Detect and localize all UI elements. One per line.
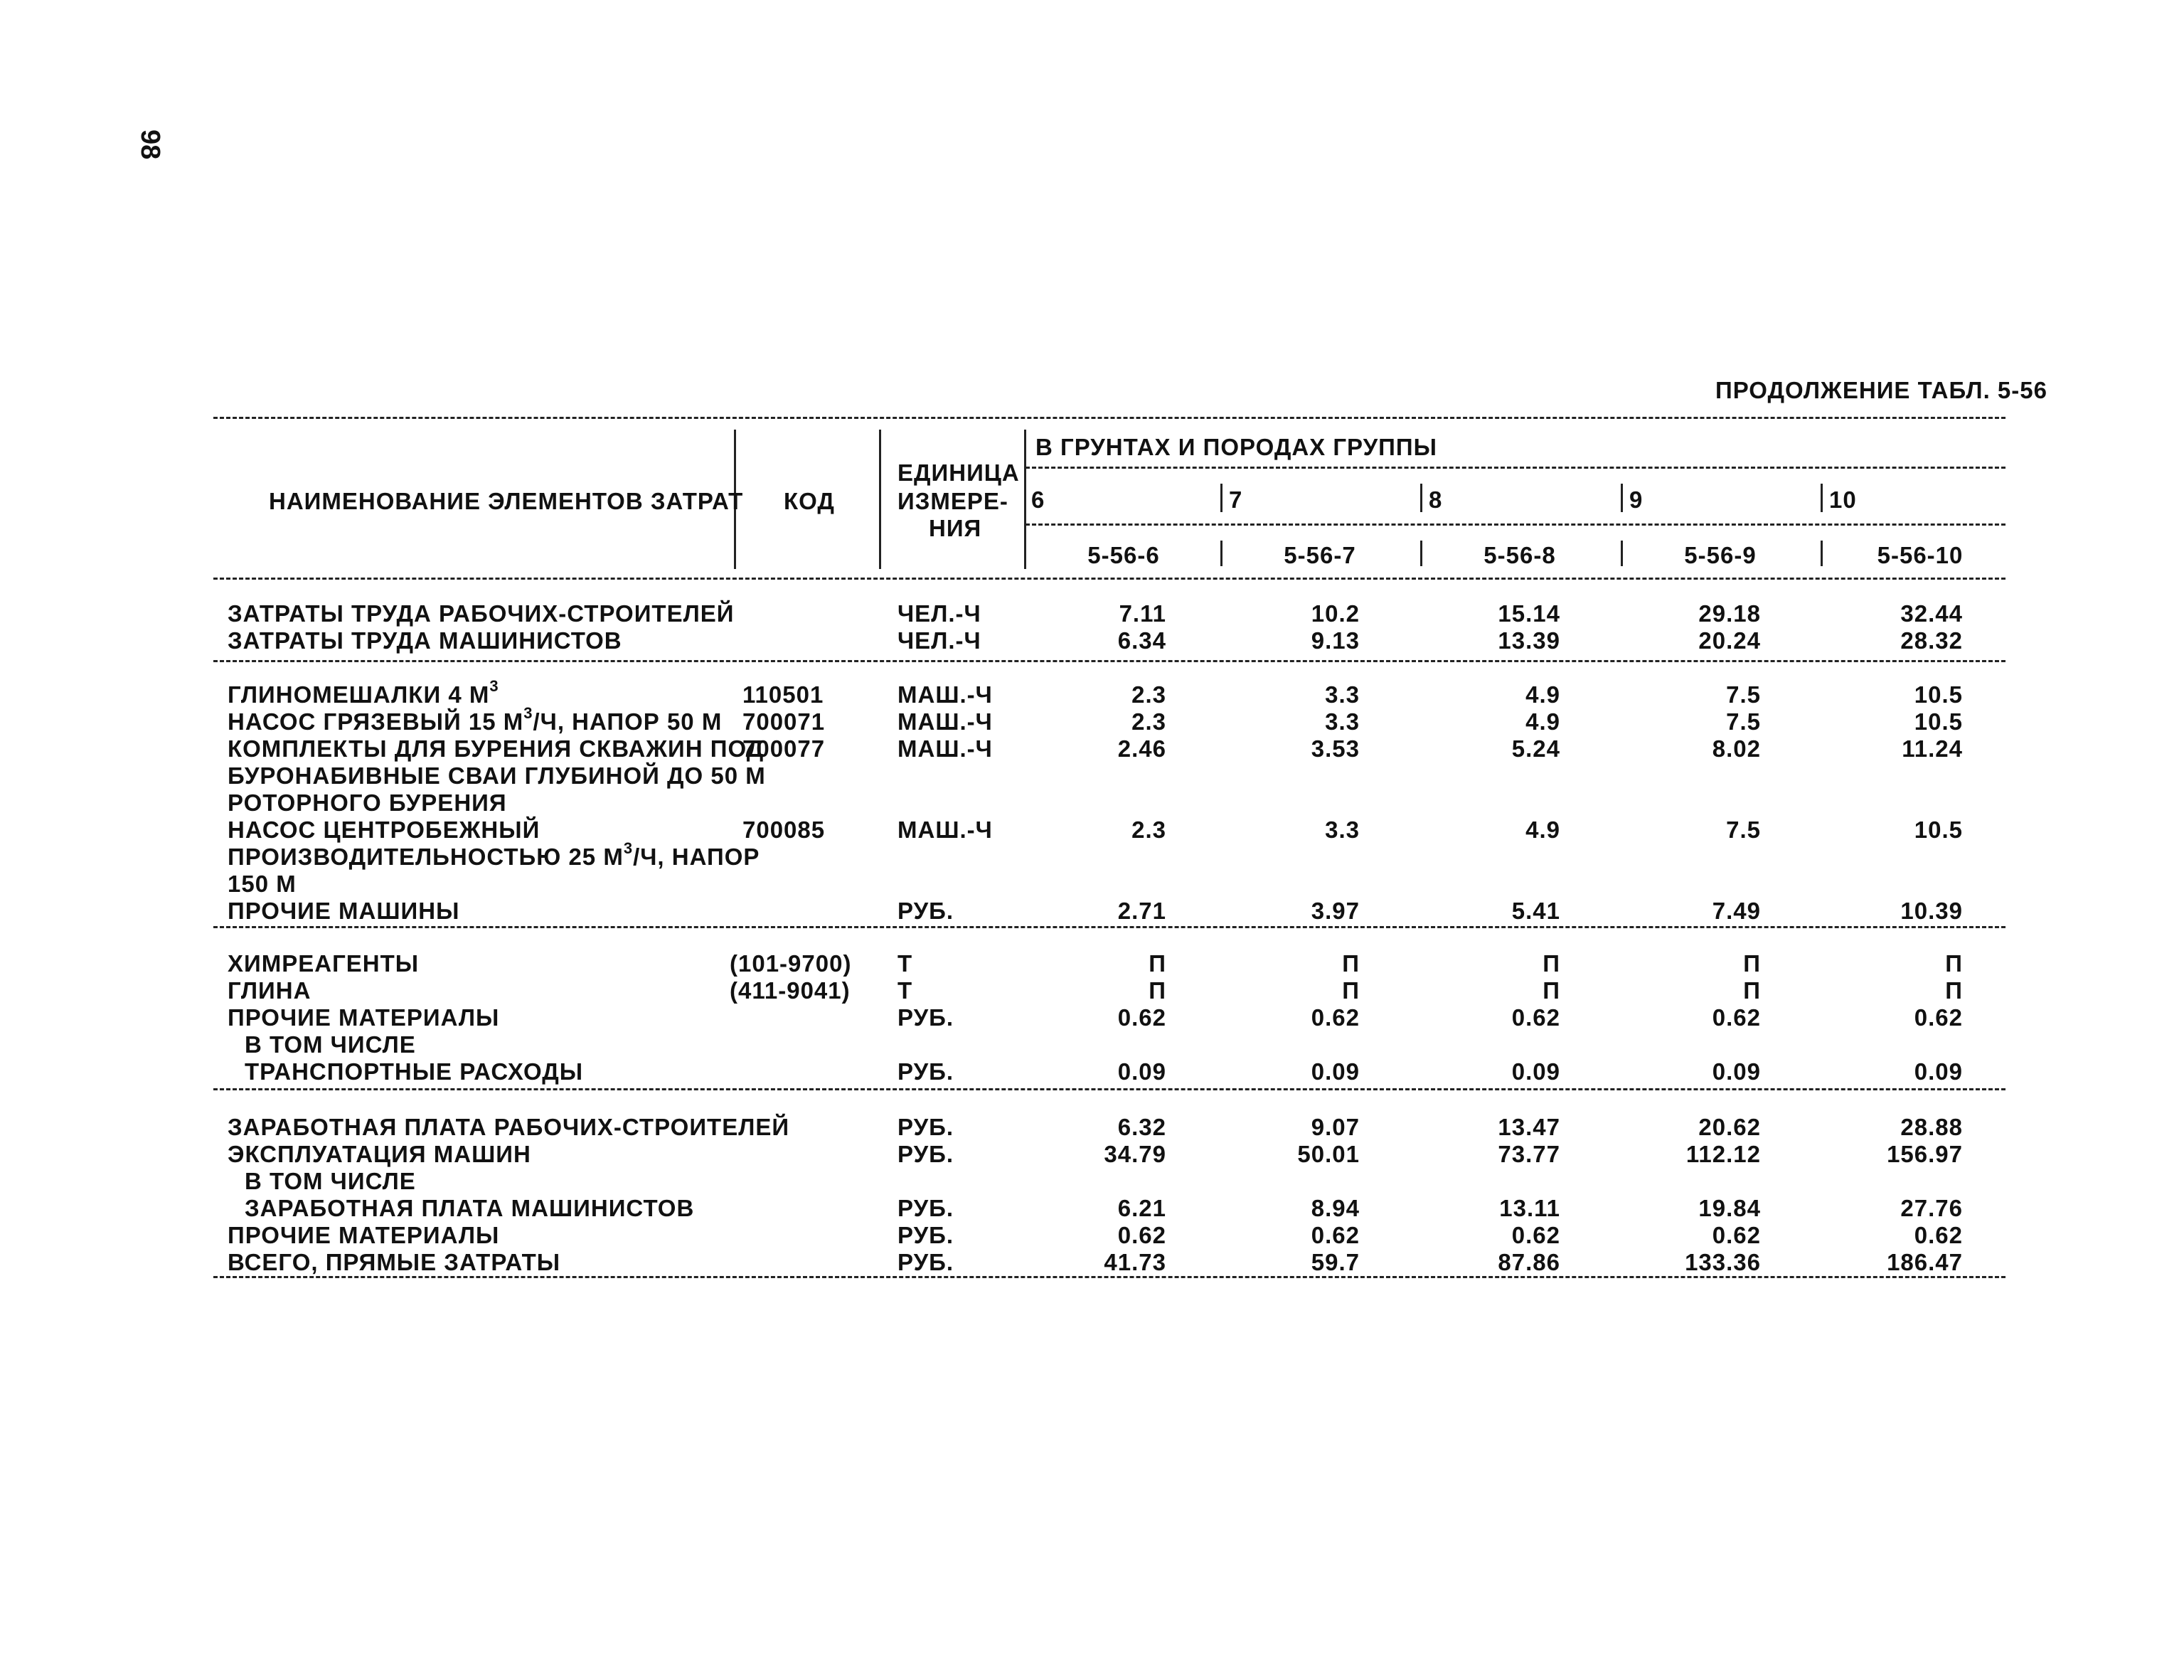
row-value: 4.9 [1525,681,1560,708]
row-name: ПРОЧИЕ МАТЕРИАЛЫ [228,1222,500,1248]
row-value: 50.01 [1297,1141,1360,1167]
header-separator-unit [1024,430,1026,569]
row-unit: МАШ.-Ч [897,681,993,708]
row-value: 10.2 [1311,600,1360,627]
row-value: 28.88 [1900,1114,1963,1140]
row-value: 7.49 [1712,898,1761,924]
row-name: ПРОИЗВОДИТЕЛЬНОСТЬЮ 25 $М^3/Ч$, НАПОР [228,839,760,870]
header-separator-code [879,430,881,569]
row-unit: РУБ. [897,1195,954,1221]
row-code: (411-9041) [730,977,851,1004]
header-unit-line3: НИЯ [929,515,982,541]
row-value: 41.73 [1104,1249,1166,1275]
row-value: 15.14 [1498,600,1560,627]
row-value: 3.3 [1325,681,1360,708]
row-value: 10.39 [1900,898,1963,924]
row-value: 13.39 [1498,627,1560,654]
row-name: 150 М [228,871,297,897]
row-value: 3.97 [1311,898,1360,924]
group-number: 6 [1031,487,1045,513]
row-code: 700077 [742,735,826,762]
code-sep-10 [1821,541,1823,566]
row-name: ГЛИНОМЕШАЛКИ 4 $М^3$ [228,677,499,708]
row-code: 700071 [742,708,826,735]
row-name: ЭКСПЛУАТАЦИЯ МАШИН [228,1141,531,1167]
row-value: 27.76 [1900,1195,1963,1221]
row-value: 5.41 [1511,898,1560,924]
row-value: 6.32 [1117,1114,1166,1140]
row-unit: Т [897,977,913,1004]
row-code: 110501 [742,681,824,708]
section-divider [213,1088,2005,1090]
row-value: 59.7 [1311,1249,1360,1275]
row-value: П [1743,950,1761,977]
row-value: 10.5 [1914,817,1963,843]
header-name: НАИМЕНОВАНИЕ ЭЛЕМЕНТОВ ЗАТРАТ [269,488,744,514]
row-name: ТРАНСПОРТНЫЕ РАСХОДЫ [245,1058,584,1085]
row-name: ЗАТРАТЫ ТРУДА МАШИНИСТОВ [228,627,622,654]
row-value: 7.5 [1726,708,1761,735]
table-caption: ПРОДОЛЖЕНИЕ ТАБЛ. 5-56 [1715,377,2047,403]
row-value: П [1945,977,1963,1004]
row-value: 7.11 [1119,600,1166,627]
superscript: 3 [523,704,533,722]
row-value: 0.62 [1117,1004,1166,1031]
row-value: 10.5 [1914,681,1963,708]
row-name: НАСОС ГРЯЗЕВЫЙ 15 $М^3/Ч$, НАПОР 50 М [228,704,723,735]
group-sep-7 [1220,484,1222,512]
row-value: 0.62 [1311,1004,1360,1031]
code-sep-9 [1621,541,1623,566]
row-value: 133.36 [1685,1249,1761,1275]
row-value: 13.47 [1498,1114,1560,1140]
row-value: 6.21 [1117,1195,1166,1221]
row-unit: РУБ. [897,1058,954,1085]
row-name: ПРОЧИЕ МАТЕРИАЛЫ [228,1004,500,1031]
row-name: ЗАТРАТЫ ТРУДА РАБОЧИХ-СТРОИТЕЛЕЙ [228,600,735,627]
row-value: 32.44 [1900,600,1963,627]
norm-code: 5-56-10 [1877,542,1964,568]
table-bottom-rule [213,1276,2005,1278]
row-value: П [1149,950,1166,977]
row-value: 19.84 [1698,1195,1761,1221]
row-value: П [1342,950,1360,977]
row-name: РОТОРНОГО БУРЕНИЯ [228,790,507,816]
row-value: 0.62 [1117,1222,1166,1248]
norm-code: 5-56-7 [1284,542,1356,568]
row-value: П [1945,950,1963,977]
row-value: 0.62 [1712,1004,1761,1031]
row-value: 6.34 [1117,627,1166,654]
row-value: 0.09 [1914,1058,1963,1085]
row-name: В ТОМ ЧИСЛЕ [245,1168,416,1194]
group-number: 7 [1229,487,1243,513]
row-code: (101-9700) [730,950,852,977]
norm-code: 5-56-6 [1087,542,1160,568]
row-code: 700085 [742,817,826,843]
row-value: 0.62 [1712,1222,1761,1248]
row-name: НАСОС ЦЕНТРОБЕЖНЫЙ [228,817,540,843]
row-value: 20.62 [1698,1114,1761,1140]
group-number: 8 [1429,487,1443,513]
row-value: 0.09 [1117,1058,1166,1085]
row-name: КОМПЛЕКТЫ ДЛЯ БУРЕНИЯ СКВАЖИН ПОД [228,735,765,762]
row-name: БУРОНАБИВНЫЕ СВАИ ГЛУБИНОЙ ДО 50 М [228,762,766,789]
row-name: ПРОЧИЕ МАШИНЫ [228,898,460,924]
row-value: 0.62 [1914,1004,1963,1031]
group-number: 9 [1629,487,1644,513]
row-unit: ЧЕЛ.-Ч [897,600,981,627]
row-name: ХИМРЕАГЕНТЫ [228,950,420,977]
header-bottom-rule [213,578,2005,580]
row-value: 0.09 [1712,1058,1761,1085]
row-name: В ТОМ ЧИСЛЕ [245,1031,416,1058]
row-value: П [1543,977,1560,1004]
row-value: 0.62 [1511,1004,1560,1031]
page-number: 98 [135,129,165,160]
row-value: 73.77 [1498,1141,1560,1167]
row-value: 34.79 [1104,1141,1166,1167]
row-unit: МАШ.-Ч [897,817,993,843]
row-value: 112.12 [1685,1141,1761,1167]
row-name: ЗАРАБОТНАЯ ПЛАТА МАШИНИСТОВ [245,1195,695,1221]
row-value: 0.62 [1511,1222,1560,1248]
header-unit-line2: ИЗМЕРЕ- [897,488,1008,514]
superscript: 3 [489,677,499,695]
row-value: 2.71 [1117,898,1166,924]
row-unit: РУБ. [897,898,954,924]
superscript: 3 [623,839,634,857]
row-value: 10.5 [1914,708,1963,735]
row-value: П [1543,950,1560,977]
row-value: 20.24 [1698,627,1761,654]
row-value: 0.62 [1914,1222,1963,1248]
row-unit: РУБ. [897,1222,954,1248]
group-number-rule [1026,523,2005,526]
row-value: 29.18 [1698,600,1761,627]
row-value: 7.5 [1726,817,1761,843]
code-sep-7 [1220,541,1222,566]
row-value: 9.13 [1311,627,1360,654]
row-value: 13.11 [1499,1195,1560,1221]
row-value: 3.3 [1325,817,1360,843]
section-divider [213,660,2005,662]
row-unit: ЧЕЛ.-Ч [897,627,981,654]
row-value: 28.32 [1900,627,1963,654]
row-unit: РУБ. [897,1249,954,1275]
row-value: 7.5 [1726,681,1761,708]
row-value: 8.94 [1311,1195,1360,1221]
row-value: 3.53 [1311,735,1360,762]
row-value: 5.24 [1511,735,1560,762]
row-unit: Т [897,950,913,977]
row-value: 3.3 [1325,708,1360,735]
group-title-rule [1026,467,2005,469]
row-unit: РУБ. [897,1114,954,1140]
group-sep-8 [1420,484,1422,512]
header-unit-line1: ЕДИНИЦА [897,459,1020,486]
row-name: ЗАРАБОТНАЯ ПЛАТА РАБОЧИХ-СТРОИТЕЛЕЙ [228,1114,790,1140]
row-value: П [1342,977,1360,1004]
row-value: 0.09 [1511,1058,1560,1085]
row-value: 186.47 [1887,1249,1963,1275]
header-code: КОД [784,488,835,514]
group-sep-9 [1621,484,1623,512]
section-divider [213,926,2005,928]
row-value: П [1743,977,1761,1004]
norm-code: 5-56-9 [1684,542,1757,568]
row-value: П [1149,977,1166,1004]
header-top-rule [213,417,2005,419]
row-unit: РУБ. [897,1004,954,1031]
row-name: ВСЕГО, ПРЯМЫЕ ЗАТРАТЫ [228,1249,561,1275]
row-value: 87.86 [1498,1249,1560,1275]
row-value: 8.02 [1712,735,1761,762]
header-group-title: В ГРУНТАХ И ПОРОДАХ ГРУППЫ [1035,434,1437,460]
row-value: 2.3 [1131,681,1166,708]
row-value: 0.09 [1311,1058,1360,1085]
row-value: 4.9 [1525,708,1560,735]
group-sep-10 [1821,484,1823,512]
row-unit: РУБ. [897,1141,954,1167]
row-value: 2.3 [1131,817,1166,843]
row-value: 0.62 [1311,1222,1360,1248]
row-unit: МАШ.-Ч [897,708,993,735]
norm-code: 5-56-8 [1483,542,1556,568]
group-number: 10 [1829,487,1857,513]
row-value: 2.46 [1117,735,1166,762]
row-value: 2.3 [1131,708,1166,735]
row-value: 11.24 [1902,735,1963,762]
row-value: 9.07 [1311,1114,1360,1140]
row-value: 4.9 [1525,817,1560,843]
row-value: 156.97 [1887,1141,1963,1167]
row-unit: МАШ.-Ч [897,735,993,762]
row-name: ГЛИНА [228,977,311,1004]
code-sep-8 [1420,541,1422,566]
